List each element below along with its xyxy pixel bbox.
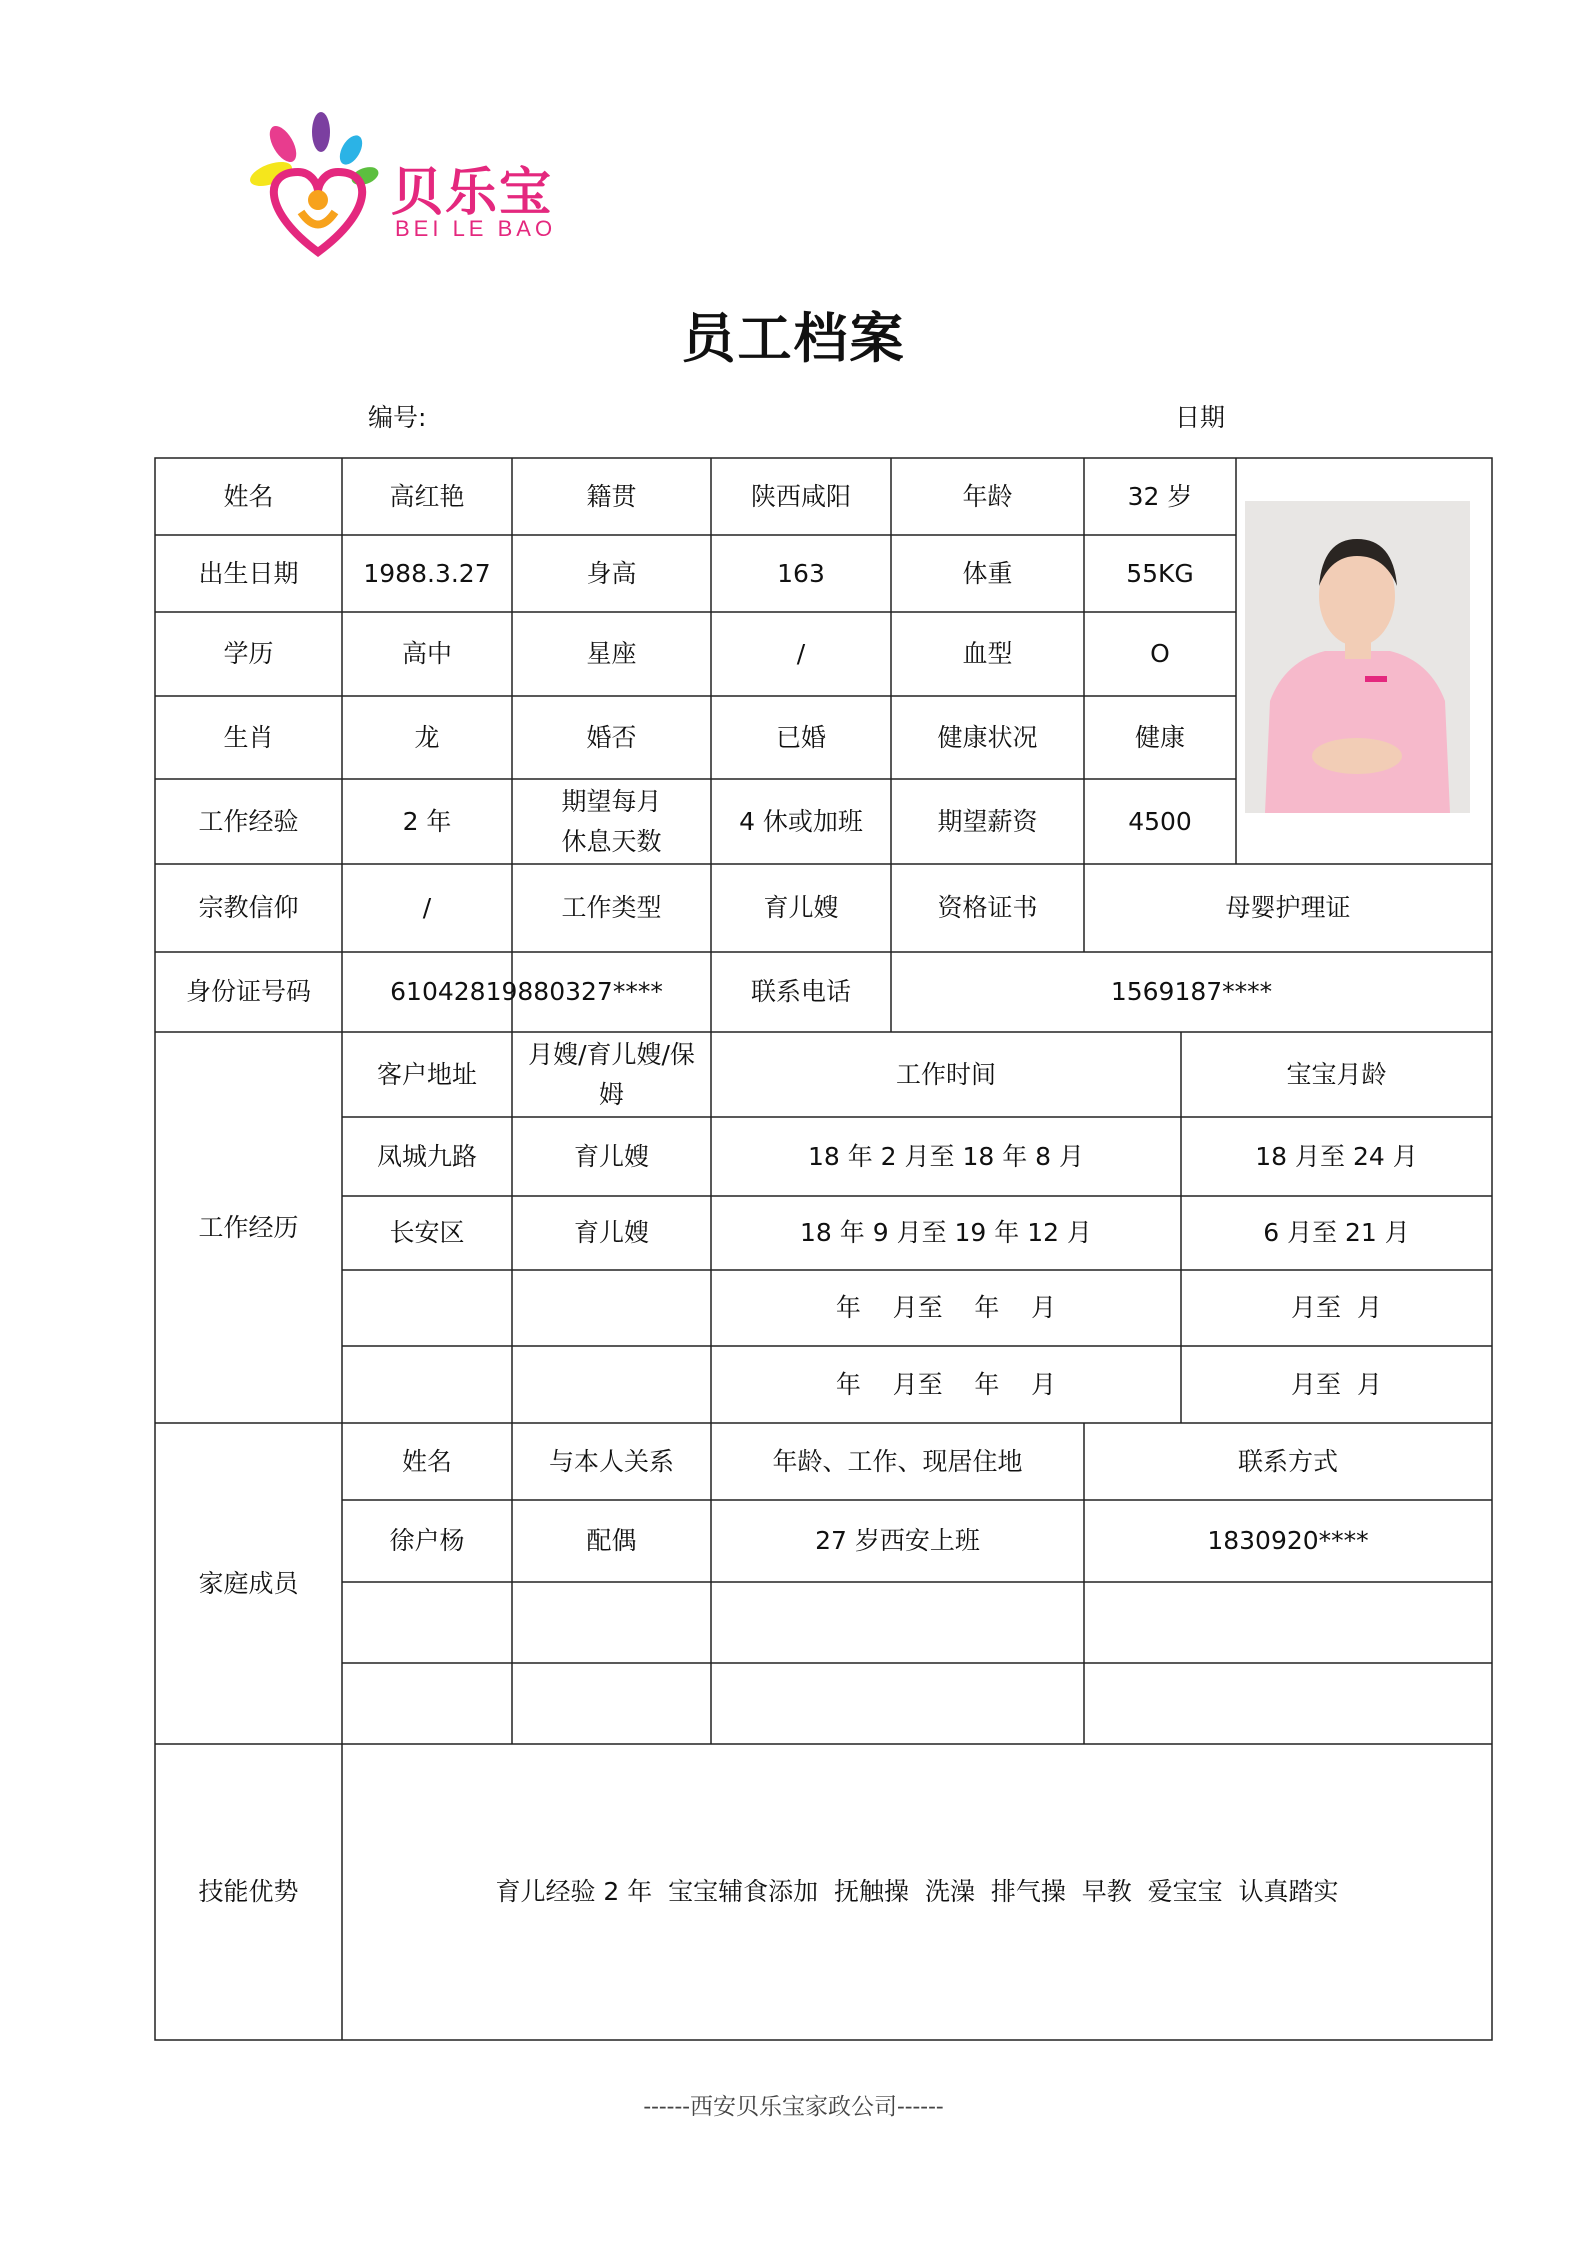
work-row-time: 年 月至 年 月 bbox=[835, 1293, 1057, 1322]
name-value: 高红艳 bbox=[389, 481, 465, 511]
logo-text-en: BEI LE BAO bbox=[395, 216, 557, 241]
logo-text-cn: 贝乐宝 bbox=[391, 163, 554, 223]
work-row-baby-age: 月至 月 bbox=[1291, 1369, 1382, 1399]
phone-label: 联系电话 bbox=[750, 977, 851, 1006]
native-label: 籍贯 bbox=[586, 481, 637, 511]
footer-company: ------西安贝乐宝家政公司------ bbox=[643, 2094, 944, 2120]
salary-value: 4500 bbox=[1128, 806, 1192, 836]
health-value: 健康 bbox=[1134, 722, 1185, 752]
religion-value: / bbox=[422, 893, 432, 922]
number-label: 编号: bbox=[368, 403, 427, 432]
name-label: 姓名 bbox=[223, 481, 274, 511]
family-row-info bbox=[711, 1663, 1084, 1744]
rest-label: 期望每月 休息天数 bbox=[561, 786, 662, 856]
cert-label: 资格证书 bbox=[937, 893, 1038, 922]
family-header-contact: 联系方式 bbox=[1237, 1446, 1338, 1476]
work-row-address: 凤城九路 bbox=[376, 1141, 477, 1171]
family-row-contact: 1830920**** bbox=[1207, 1526, 1369, 1555]
family-row-name: 徐户杨 bbox=[389, 1526, 465, 1555]
family-row-name bbox=[342, 1663, 512, 1744]
work-row-address bbox=[342, 1270, 512, 1346]
work-row-address: 长安区 bbox=[389, 1218, 465, 1247]
work-header-baby-age: 宝宝月龄 bbox=[1286, 1059, 1387, 1089]
age-value: 32 岁 bbox=[1127, 481, 1193, 511]
weight-label: 体重 bbox=[962, 558, 1013, 588]
zodiac-value: / bbox=[796, 639, 806, 668]
work-row-baby-age: 18 月至 24 月 bbox=[1255, 1141, 1418, 1171]
family-row-relation: 配偶 bbox=[586, 1526, 637, 1555]
family-row-contact bbox=[1084, 1663, 1492, 1744]
shengxiao-label: 生肖 bbox=[223, 722, 274, 752]
weight-value: 55KG bbox=[1126, 558, 1194, 588]
jobtype-label: 工作类型 bbox=[561, 893, 662, 922]
blood-label: 血型 bbox=[962, 639, 1013, 668]
jobtype-value: 育儿嫂 bbox=[763, 893, 839, 922]
family-header-info: 年龄、工作、现居住地 bbox=[772, 1446, 1023, 1476]
skills-label: 技能优势 bbox=[198, 1877, 299, 1906]
family-header-relation: 与本人关系 bbox=[548, 1446, 674, 1476]
height-value: 163 bbox=[777, 558, 825, 588]
family-row-info bbox=[711, 1582, 1084, 1663]
family-label: 家庭成员 bbox=[198, 1568, 299, 1598]
family-header-name: 姓名 bbox=[401, 1446, 452, 1476]
work-row-baby-age: 月至 月 bbox=[1291, 1293, 1382, 1322]
work-row-type bbox=[512, 1346, 711, 1423]
exp-label: 工作经验 bbox=[198, 806, 299, 836]
cert-value: 母婴护理证 bbox=[1225, 893, 1351, 922]
work-history-label: 工作经历 bbox=[198, 1212, 299, 1242]
family-row-relation bbox=[512, 1582, 711, 1663]
family-row-name bbox=[342, 1582, 512, 1663]
shengxiao-value: 龙 bbox=[414, 722, 440, 752]
employee-photo bbox=[1245, 501, 1470, 813]
id-label: 身份证号码 bbox=[185, 977, 311, 1006]
edu-label: 学历 bbox=[223, 639, 274, 668]
work-row-time: 18 年 9 月至 19 年 12 月 bbox=[800, 1218, 1092, 1247]
marital-label: 婚否 bbox=[586, 722, 637, 752]
family-row-info: 27 岁西安上班 bbox=[815, 1526, 980, 1555]
id-value: 61042819880327**** bbox=[390, 977, 663, 1006]
age-label: 年龄 bbox=[962, 481, 1013, 511]
work-row-type bbox=[512, 1270, 711, 1346]
family-row-relation bbox=[512, 1663, 711, 1744]
blood-value: O bbox=[1150, 639, 1170, 668]
edu-value: 高中 bbox=[401, 639, 452, 668]
work-row-baby-age: 6 月至 21 月 bbox=[1263, 1218, 1410, 1247]
date-label: 日期 bbox=[1175, 403, 1226, 432]
marital-value: 已婚 bbox=[775, 722, 826, 752]
work-row-time: 18 年 2 月至 18 年 8 月 bbox=[807, 1141, 1085, 1171]
skills-text: 育儿经验 2 年 宝宝辅食添加 抚触操 洗澡 排气操 早教 爱宝宝 认真踏实 bbox=[495, 1877, 1339, 1906]
native-value: 陕西咸阳 bbox=[750, 481, 851, 511]
exp-value: 2 年 bbox=[402, 806, 452, 836]
rest-value: 4 休或加班 bbox=[739, 806, 863, 836]
person-photo-icon bbox=[1245, 501, 1470, 813]
birth-label: 出生日期 bbox=[198, 558, 299, 588]
phone-value: 1569187**** bbox=[1110, 977, 1273, 1006]
work-row-type: 育儿嫂 bbox=[573, 1218, 649, 1247]
work-row-type: 育儿嫂 bbox=[573, 1141, 649, 1171]
work-row-address bbox=[342, 1346, 512, 1423]
work-header-address: 客户地址 bbox=[376, 1059, 477, 1089]
work-row-time: 年 月至 年 月 bbox=[835, 1369, 1057, 1399]
page-title: 员工档案 bbox=[681, 307, 906, 370]
salary-label: 期望薪资 bbox=[937, 806, 1038, 836]
religion-label: 宗教信仰 bbox=[198, 893, 299, 922]
height-label: 身高 bbox=[586, 558, 637, 588]
birth-value: 1988.3.27 bbox=[363, 558, 491, 588]
family-row-contact bbox=[1084, 1582, 1492, 1663]
work-header-time: 工作时间 bbox=[895, 1059, 996, 1089]
health-label: 健康状况 bbox=[937, 722, 1038, 752]
zodiac-label: 星座 bbox=[586, 639, 637, 668]
work-header-type: 月嫂/育儿嫂/保 姆 bbox=[528, 1039, 695, 1109]
